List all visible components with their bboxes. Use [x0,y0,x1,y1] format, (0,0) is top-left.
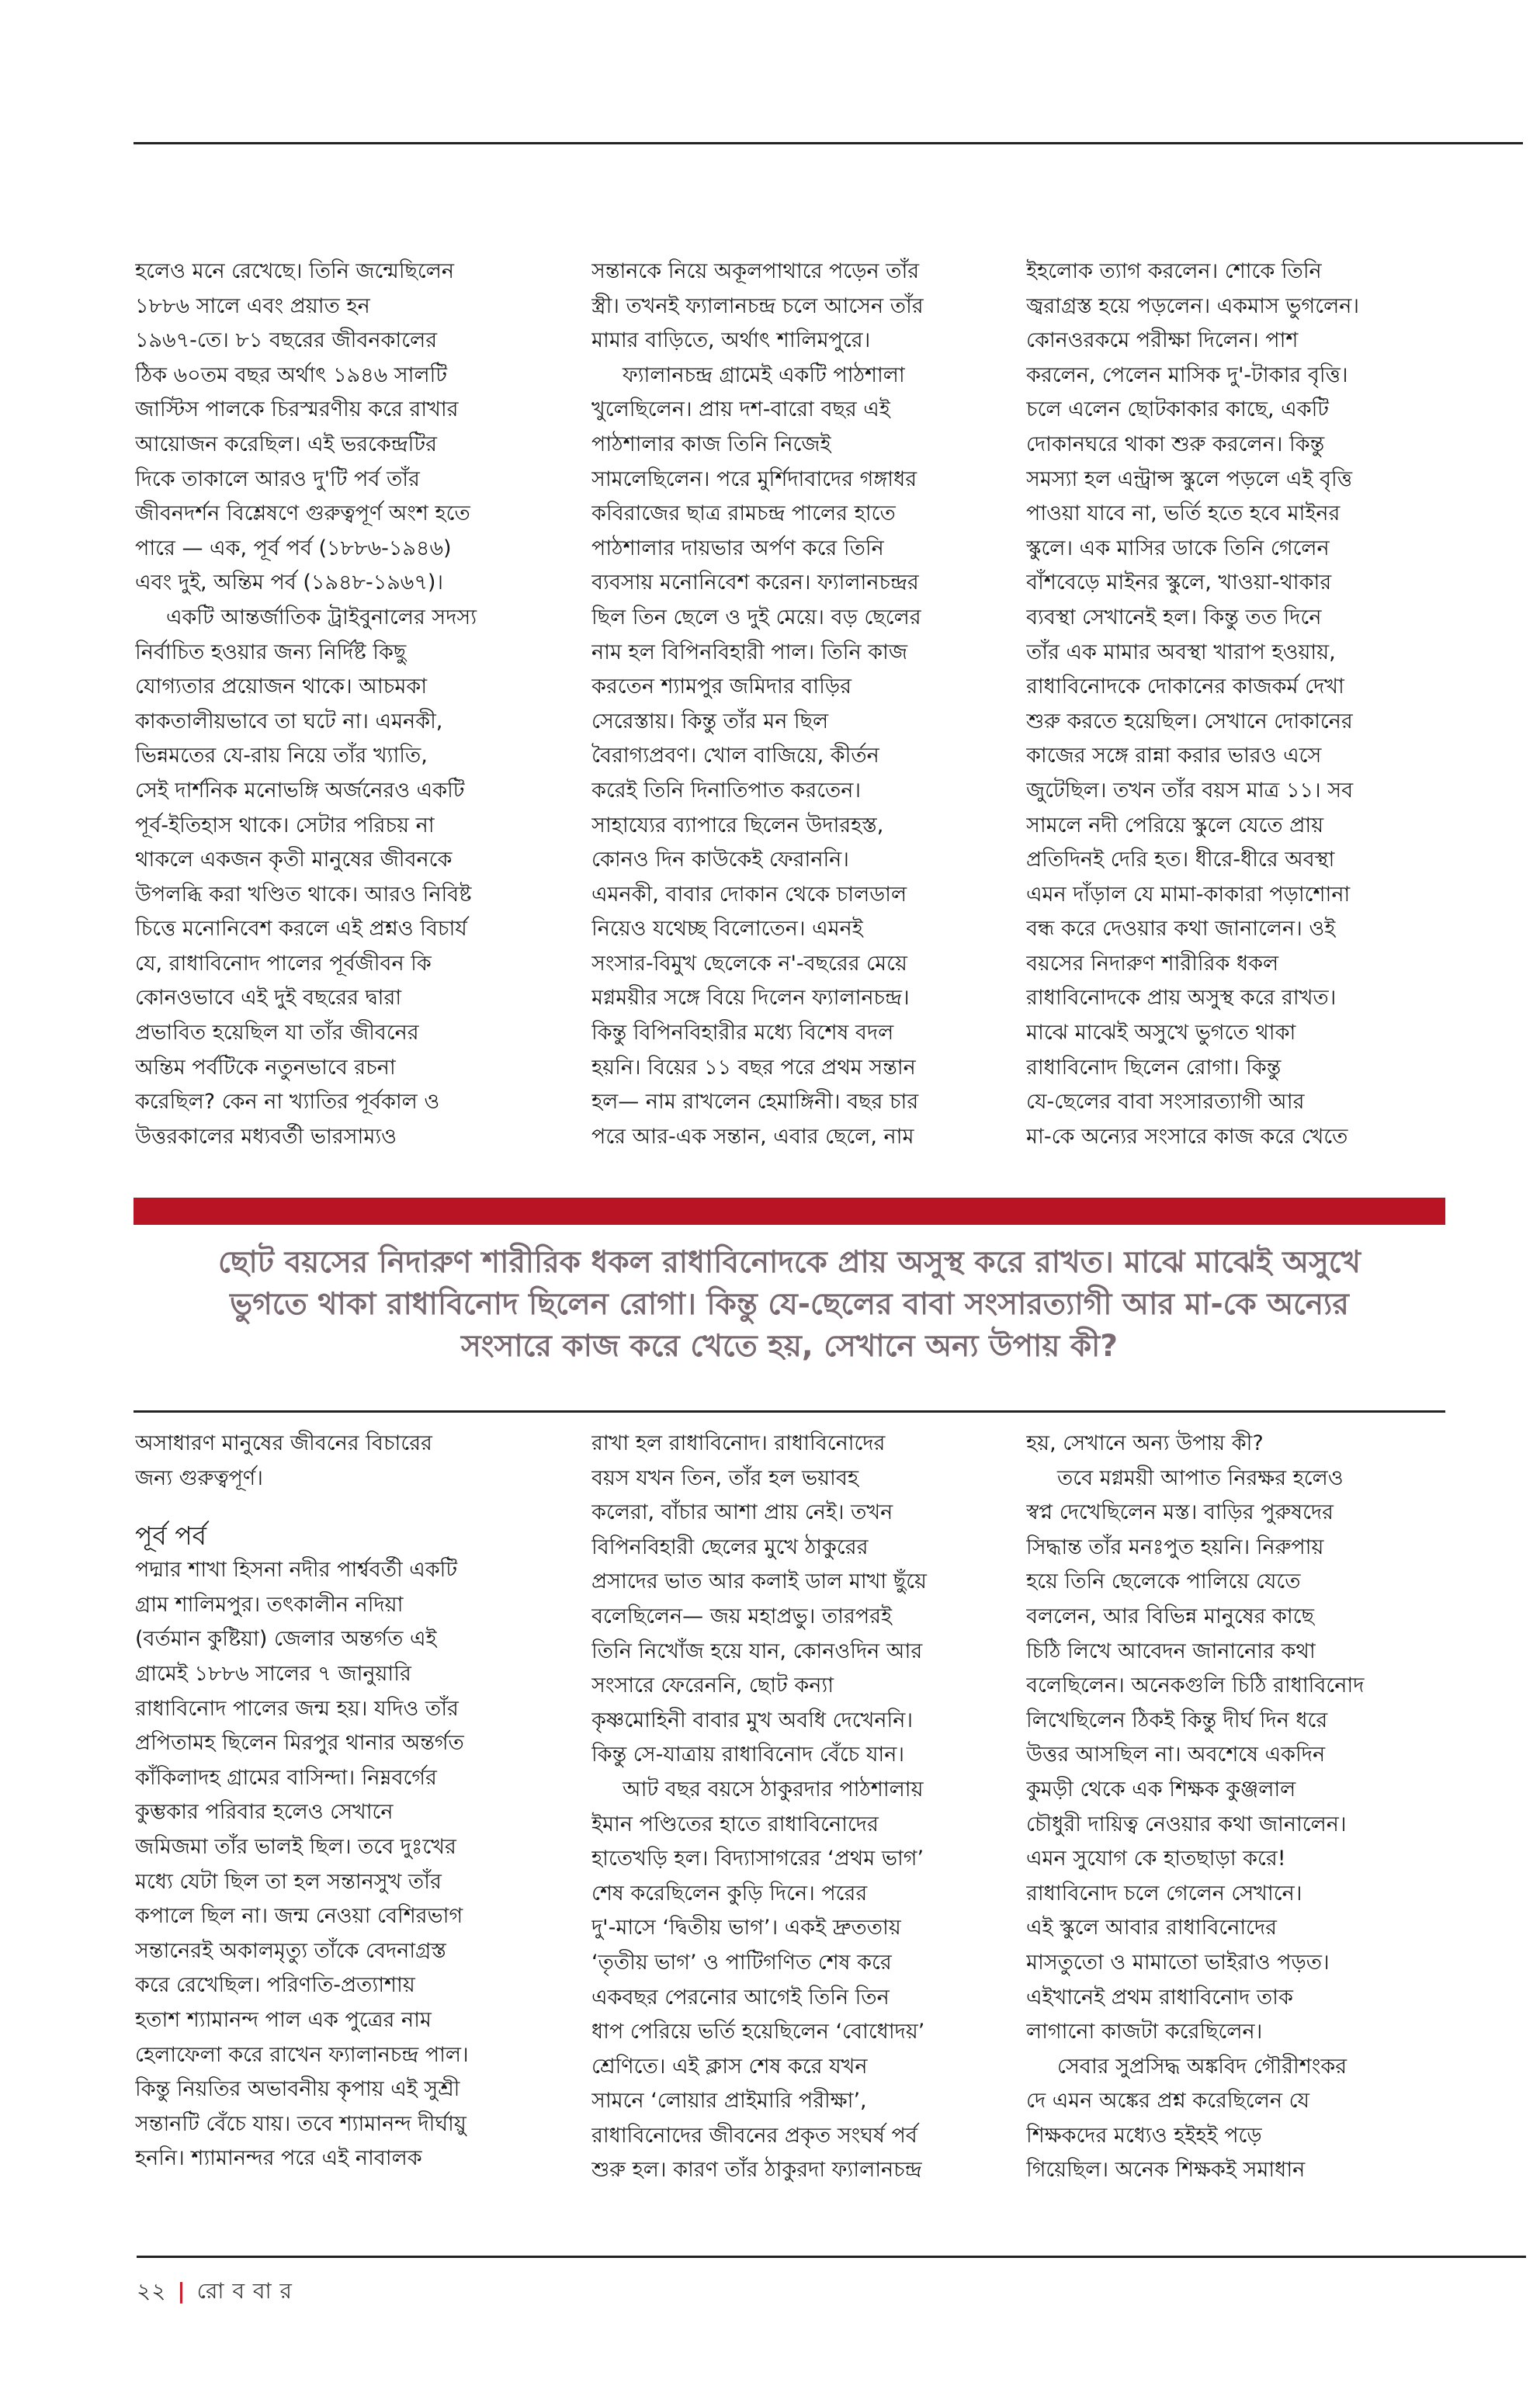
text-line: সেরেস্তায়। কিন্তু তাঁর মন ছিল [591,709,829,734]
text-line: একবছর পেরনোর আগেই তিনি তিন [591,1985,890,2010]
text-line: উত্তর আসছিল না। অবশেষে একদিন [1026,1743,1326,1767]
text-line: সমস্যা হল এন্ট্রান্স স্কুলে পড়লে এই বৃত্তি [1026,466,1353,491]
text-line: তাঁর এক মামার অবস্থা খারাপ হওয়ায়, [1026,640,1336,664]
footer-rule [137,2256,1526,2258]
text-line: নির্বাচিত হওয়ার জন্য নির্দিষ্ট কিছু [135,640,407,664]
text-line: কোনও দিন কাউকেই ফেরাননি। [591,848,849,872]
accent-bar [134,1198,1445,1225]
text-line: ছিল তিন ছেলে ও দুই মেয়ে। বড় ছেলের [591,605,921,629]
text-line: তিনি নিখোঁজ হয়ে যান, কোনওদিন আর [591,1639,923,1663]
text-line: দে এমন অঙ্কের প্রশ্ন করেছিলেন যে [1026,2089,1310,2114]
text-line: হলেও মনে রেখেছে। তিনি জন্মেছিলেন [135,259,454,283]
text-line: যে, রাধাবিনোদ পালের পূর্বজীবন কি [135,951,432,976]
text-line: বন্ধ করে দেওয়ার কথা জানালেন। ওই [1026,917,1336,942]
text-line: দিকে তাকালে আরও দু'টি পর্ব তাঁর [135,466,420,491]
article-column-1 [135,255,539,1154]
text-line: উত্তরকালের মধ্যবর্তী ভারসাম্যও [135,1124,397,1149]
text-line: সেই দার্শনিক মনোভঙ্গি অর্জনেরও একটি [135,778,465,803]
pull-quote-rule [134,1410,1445,1413]
text-line: কোনওভাবে এই দুই বছরের দ্বারা [135,986,402,1011]
text-line: অন্তিম পর্বটিকে নতুনভাবে রচনা [135,1055,396,1080]
text-line: কিন্তু বিপিনবিহারীর মধ্যে বিশেষ বদল [591,1021,894,1046]
text-line: করলেন, পেলেন মাসিক দু'-টাকার বৃত্তি। [1026,362,1348,387]
article-column-3 [1026,255,1430,1154]
text-line: ফ্যালানচন্দ্র গ্রামেই একটি পাঠশালা [623,362,905,387]
text-line: হননি। শ্যামানন্দর পরে এই নাবালক [135,2146,422,2171]
page-number: ২২ [137,2278,167,2304]
article-column-5 [591,1427,995,2188]
text-line: দোকানঘরে থাকা শুরু করলেন। কিন্তু [1026,432,1325,456]
text-line: কুম্ভকার পরিবার হলেও সেখানে [135,1800,394,1825]
text-line: পাঠশালার দায়ভার অর্পণ করে তিনি [591,536,884,560]
text-line: বৈরাগ্যপ্রবণ। খোল বাজিয়ে, কীর্তন [591,744,879,768]
text-line: নিয়েও যথেচ্ছ বিলোতেন। এমনই [591,917,863,942]
text-line: সামনে ‘লোয়ার প্রাইমারি পরীক্ষা’, [591,2089,867,2114]
text-line: রাধাবিনোদকে দোকানের কাজকর্ম দেখা [1026,675,1344,699]
text-line: সেবার সুপ্রসিদ্ধ অঙ্কবিদ গৌরীশংকর [1057,2054,1348,2079]
text-line: মাঝে মাঝেই অসুখে ভুগতে থাকা [1026,1021,1296,1046]
text-line: গিয়েছিল। অনেক শিক্ষকই সমাধান [1026,2158,1306,2183]
text-line: ১৮৮৬ সালে এবং প্রয়াত হন [135,293,370,318]
text-line: জ্বরাগ্রস্ত হয়ে পড়লেন। একমাস ভুগলেন। [1026,293,1359,318]
text-line: চৌধুরী দায়িত্ব নেওয়ার কথা জানালেন। [1026,1812,1347,1836]
text-line: পাঠশালার কাজ তিনি নিজেই [591,432,831,456]
article-column-6 [1026,1427,1430,2188]
text-line: পদ্মার শাখা হিসনা নদীর পার্শ্ববর্তী একটি [135,1558,458,1583]
text-line: খুলেছিলেন। প্রায় দশ-বারো বছর এই [591,397,890,422]
text-line: রাখা হল রাধাবিনোদ। রাধাবিনোদের [591,1431,886,1455]
text-line: লিখেছিলেন ঠিকই কিন্তু দীর্ঘ দিন ধরে [1026,1708,1328,1732]
text-line: আট বছর বয়সে ঠাকুরদার পাঠশালায় [623,1777,924,1802]
text-line: আয়োজন করেছিল। এই ভরকেন্দ্রটির [135,432,437,456]
text-line: এমন দাঁড়াল যে মামা-কাকারা পড়াশোনা [1026,882,1351,907]
text-line: হাতেখড়ি হল। বিদ্যাসাগরের ‘প্রথম ভাগ’ [591,1847,924,1871]
text-line: কলেরা, বাঁচার আশা প্রায় নেই। তখন [591,1500,893,1525]
text-line: বিপিনবিহারী ছেলের মুখে ঠাকুরের [591,1535,869,1559]
text-line: বলেছিলেন। অনেকগুলি চিঠি রাধাবিনোদ [1026,1673,1365,1698]
text-line: উপলব্ধি করা খণ্ডিত থাকে। আরও নিবিষ্ট [135,882,472,907]
text-line: থাকলে একজন কৃতী মানুষের জীবনকে [135,848,453,872]
text-line: শেষ করেছিলেন কুড়ি দিনে। পরের [591,1881,868,1906]
text-line: প্রভাবিত হয়েছিল যা তাঁর জীবনের [135,1021,419,1046]
text-line: চিত্তে মনোনিবেশ করলে এই প্রশ্নও বিচার্য [135,917,467,942]
text-line: চিঠি লিখে আবেদন জানানোর কথা [1026,1639,1316,1663]
text-line: কাঁকিলাদহ গ্রামের বাসিন্দা। নিম্নবর্গের [135,1765,437,1790]
text-line: ইহলোক ত্যাগ করলেন। শোকে তিনি [1026,259,1322,283]
text-line: জমিজমা তাঁর ভালই ছিল। তবে দুঃখের [135,1834,456,1859]
pull-quote-line: সংসারে কাজ করে খেতে হয়, সেখানে অন্য উপায় কী? [461,1329,1118,1364]
pull-quote-line: ভুগতে থাকা রাধাবিনোদ ছিলেন রোগা। কিন্তু যে-ছেলের বাবা সংসারত্যাগী আর মা-কে অন্যের [230,1287,1349,1322]
text-line: হয়, সেখানে অন্য উপায় কী? [1026,1431,1264,1455]
text-line: ব্যবস্থা সেখানেই হল। কিন্তু তত দিনে [1026,605,1322,629]
text-line: বয়স যখন তিন, তাঁর হল ভয়াবহ [591,1465,859,1490]
text-line: মাসতুতো ও মামাতো ভাইরাও পড়ত। [1026,1950,1330,1975]
text-line: পরে আর-এক সন্তান, এবার ছেলে, নাম [591,1124,914,1149]
text-line: স্বপ্ন দেখেছিলেন মস্ত। বাড়ির পুরুষদের [1026,1500,1334,1525]
text-line: শুরু করতে হয়েছিল। সেখানে দোকানের [1026,709,1353,734]
text-line: যোগ্যতার প্রয়োজন থাকে। আচমকা [135,675,428,699]
text-line: মা-কে অন্যের সংসারে কাজ করে খেতে [1026,1124,1348,1149]
text-line: নাম হল বিপিনবিহারী পাল। তিনি কাজ [591,640,908,664]
text-line: পাওয়া যাবে না, ভর্তি হতে হবে মাইনর [1026,501,1341,526]
text-line: মগ্নময়ীর সঙ্গে বিয়ে দিলেন ফ্যালানচন্দ্র। [591,986,910,1011]
text-line: এমনকী, বাবার দোকান থেকে চালডাল [591,882,907,907]
text-line: শুরু হল। কারণ তাঁর ঠাকুরদা ফ্যালানচন্দ্র [591,2158,922,2183]
text-line: সাহায্যের ব্যাপারে ছিলেন উদারহস্ত, [591,813,884,838]
text-line: রাধাবিনোদ পালের জন্ম হয়। যদিও তাঁর [135,1696,459,1721]
text-line: করতেন শ্যামপুর জমিদার বাড়ির [591,675,852,699]
text-line: বয়সের নিদারুণ শারীরিক ধকল [1026,951,1279,976]
text-line: সংসারে ফেরেননি, ছোট কন্যা [591,1673,834,1698]
text-line: ইমান পণ্ডিতের হাতে রাধাবিনোদের [591,1812,879,1836]
text-line: কোনওরকমে পরীক্ষা দিলেন। পাশ [1026,328,1299,353]
text-line: প্রসাদের ভাত আর কলাই ডাল মাখা ছুঁয়ে [591,1569,927,1594]
text-line: জুটেছিল। তখন তাঁর বয়স মাত্র ১১। সব [1026,778,1354,803]
pull-quote [134,1242,1445,1368]
text-line: করেই তিনি দিনাতিপাত করতেন। [591,778,862,803]
section-heading: পূর্ব পর্ব [135,1521,207,1552]
text-line: রাধাবিনোদকে প্রায় অসুস্থ করে রাখত। [1026,986,1337,1011]
page-footer [137,2274,293,2311]
text-line: হতাশ শ্যামানন্দ পাল এক পুত্রের নাম [135,2007,432,2032]
text-line: জাস্টিস পালকে চিরস্মরণীয় করে রাখার [135,397,459,422]
text-line: হল— নাম রাখলেন হেমাঙ্গিনী। বছর চার [591,1090,919,1115]
text-line: ‘তৃতীয় ভাগ’ ও পাটিগণিত শেষ করে [591,1950,892,1975]
text-line: ভিন্নমতের যে-রায় নিয়ে তাঁর খ্যাতি, [135,744,428,768]
article-column-2 [591,255,995,1154]
text-line: শিক্ষকদের মধ্যেও হইহই পড়ে [1026,2123,1262,2148]
text-line: মধ্যে যেটা ছিল তা হল সন্তানসুখ তাঁর [135,1869,442,1894]
text-line: হয়ে তিনি ছেলেকে পালিয়ে যেতে [1026,1569,1301,1594]
text-line: (বর্তমান কুষ্টিয়া) জেলার অন্তর্গত এই [135,1627,437,1652]
text-line: জন্য গুরুত্বপূর্ণ। [135,1465,263,1490]
pull-quote-line: ছোট বয়সের নিদারুণ শারীরিক ধকল রাধাবিনোদকে প্রায় অসুস্থ করে রাখত। মাঝে মাঝেই অসুখে [218,1245,1361,1280]
text-line: সন্তানেরই অকালমৃত্যু তাঁকে বেদনাগ্রস্ত [135,1938,446,1963]
text-line: যে-ছেলের বাবা সংসারত্যাগী আর [1026,1090,1305,1115]
text-line: কুমড়ী থেকে এক শিক্ষক কুঞ্জলাল [1026,1777,1296,1802]
text-line: শ্রেণিতে। এই ক্লাস শেষ করে যখন [591,2054,868,2079]
text-line: সন্তানকে নিয়ে অকূলপাথারে পড়েন তাঁর [591,259,920,283]
text-line: প্রপিতামহ ছিলেন মিরপুর থানার অন্তর্গত [135,1731,464,1756]
text-line: স্কুলে। এক মাসির ডাকে তিনি গেলেন [1026,536,1330,560]
text-line: রাধাবিনোদ ছিলেন রোগা। কিন্তু [1026,1055,1282,1080]
text-line: পারে — এক, পূর্ব পর্ব (১৮৮৬-১৯৪৬) [135,536,452,560]
text-line: গ্রাম শালিমপুর। তৎকালীন নদিয়া [135,1592,404,1617]
text-line: পূর্ব-ইতিহাস থাকে। সেটার পরিচয় না [135,813,435,838]
text-line: লাগানো কাজটা করেছিলেন। [1026,2020,1263,2044]
top-rule [134,142,1523,144]
text-line: স্ত্রী। তখনই ফ্যালানচন্দ্র চলে আসেন তাঁর [591,293,924,318]
text-line: বললেন, আর বিভিন্ন মানুষের কাছে [1026,1604,1314,1628]
text-line: প্রতিদিনই দেরি হত। ধীরে-ধীরে অবস্থা [1026,848,1335,872]
text-line: রাধাবিনোদের জীবনের প্রকৃত সংঘর্ষ পর্ব [591,2123,917,2148]
text-line: ধাপ পেরিয়ে ভর্তি হয়েছিলেন ‘বোধোদয়’ [591,2020,925,2044]
text-line: ১৯৬৭-তে। ৮১ বছরের জীবনকালের [135,328,438,353]
text-line: বলেছিলেন— জয় মহাপ্রভু। তারপরই [591,1604,893,1628]
text-line: করেছিল? কেন না খ্যাতির পূর্বকাল ও [135,1090,440,1115]
text-line: দু'-মাসে ‘দ্বিতীয় ভাগ’। একই দ্রুততায় [591,1916,901,1940]
text-line: বাঁশবেড়ে মাইনর স্কুলে, খাওয়া-থাকার [1026,571,1332,595]
text-line: সিদ্ধান্ত তাঁর মনঃপুত হয়নি। নিরুপায় [1026,1535,1324,1559]
text-line: হেলাফেলা করে রাখেন ফ্যালানচন্দ্র পাল। [135,2042,469,2067]
text-line: সামলে নদী পেরিয়ে স্কুলে যেতে প্রায় [1026,813,1324,838]
text-line: একটি আন্তর্জাতিক ট্রাইবুনালের সদস্য [166,605,477,629]
publication-name: রো ব বা র [196,2278,293,2304]
text-line: এই স্কুলে আবার রাধাবিনোদের [1026,1916,1278,1940]
text-line: কৃষ্ণমোহিনী বাবার মুখ অবধি দেখেননি। [591,1708,913,1732]
text-line: অসাধারণ মানুষের জীবনের বিচারের [135,1431,432,1455]
folio-separator: | [177,2278,186,2304]
text-line: কাজের সঙ্গে রান্না করার ভারও এসে [1026,744,1322,768]
text-line: ঠিক ৬০তম বছর অর্থাৎ ১৯৪৬ সালটি [135,362,448,387]
text-line: সামলেছিলেন। পরে মুর্শিদাবাদের গঙ্গাধর [591,466,917,491]
text-line: ব্যবসায় মনোনিবেশ করেন। ফ্যালানচন্দ্রর [591,571,919,595]
text-line: জীবনদর্শন বিশ্লেষণে গুরুত্বপূর্ণ অংশ হতে [135,501,470,526]
text-line: করে রেখেছিল। পরিণতি-প্রত্যাশায় [135,1973,415,1998]
text-line: কিন্তু সে-যাত্রায় রাধাবিনোদ বেঁচে যান। [591,1743,904,1767]
text-line: এমন সুযোগ কে হাতছাড়া করে! [1026,1847,1286,1871]
text-line: সন্তানটি বেঁচে যায়। তবে শ্যামানন্দ দীর্ঘায়ু [135,2111,467,2136]
text-line: গ্রামেই ১৮৮৬ সালের ৭ জানুয়ারি [135,1661,411,1686]
text-line: রাধাবিনোদ চলে গেলেন সেখানে। [1026,1881,1302,1906]
text-line: চলে এলেন ছোটকাকার কাছে, একটি [1026,397,1330,422]
text-line: কপালে ছিল না। জন্ম নেওয়া বেশিরভাগ [135,1904,463,1929]
text-line: হয়নি। বিয়ের ১১ বছর পরে প্রথম সন্তান [591,1055,916,1080]
text-line: কাকতালীয়ভাবে তা ঘটে না। এমনকী, [135,709,443,734]
text-line: মামার বাড়িতে, অর্থাৎ শালিমপুরে। [591,328,871,353]
text-line: কবিরাজের ছাত্র রামচন্দ্র পালের হাতে [591,501,896,526]
text-line: সংসার-বিমুখ ছেলেকে ন'-বছরের মেয়ে [591,951,907,976]
text-line: এবং দুই, অন্তিম পর্ব (১৯৪৮-১৯৬৭)। [135,571,444,595]
text-line: তবে মগ্নময়ী আপাত নিরক্ষর হলেও [1057,1465,1344,1490]
article-column-4 [135,1427,539,2176]
text-line: কিন্তু নিয়তির অভাবনীয় কৃপায় এই সুশ্রী [135,2077,460,2102]
text-line: এইখানেই প্রথম রাধাবিনোদ তাক [1026,1985,1293,2010]
